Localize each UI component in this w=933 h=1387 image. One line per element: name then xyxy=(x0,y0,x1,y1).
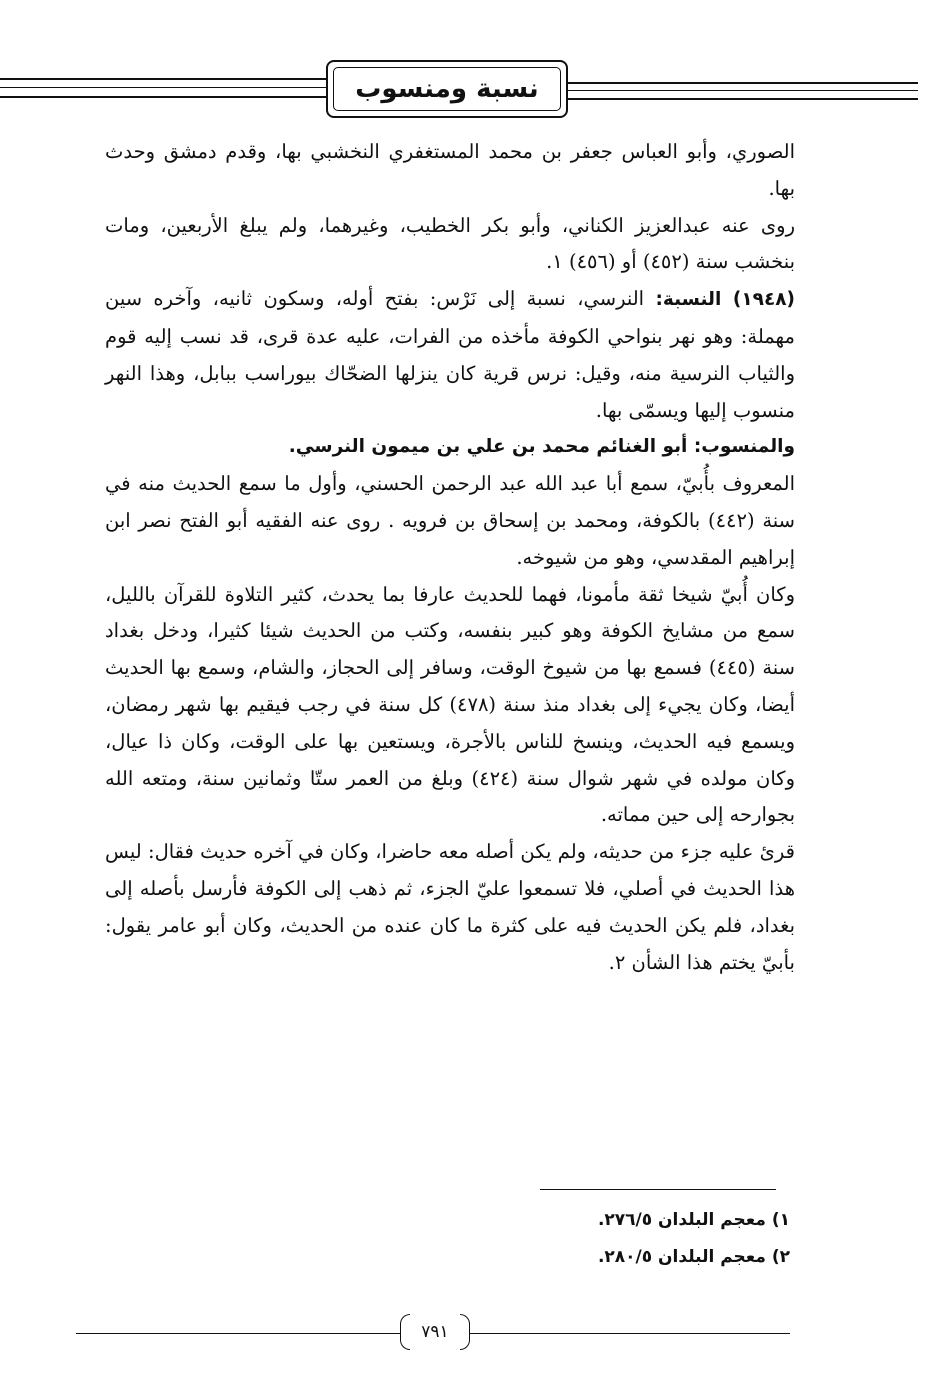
page-number-bracket-left xyxy=(400,1314,410,1350)
page-number: ٧٩١ xyxy=(421,1322,449,1342)
footnotes xyxy=(300,1202,790,1276)
page-title: نسبة ومنسوب xyxy=(355,74,539,104)
page-number-rule-left xyxy=(76,1333,400,1334)
footnote-2: ٢) معجم البلدان ٢٨٠/٥. xyxy=(597,1247,790,1267)
paragraph-7: قرئ عليه جزء من حديثه، ولم يكن أصله معه حاضرا، وكان في آخره حديث فقال: ليس هذا الحديث في أصلي، فلا تسمعوا عليّ الجزء، ثم ذهب إلى الكوفة فأرسل بأصله إلى بغداد، فلم يكن الحديث فيه على كثرة ما كان عنده من الحديث، وكان أبو عامر يقول: بأبيّ يختم هذا الشأن ٢. xyxy=(105,840,795,974)
entry-heading: (١٩٤٨) النسبة: xyxy=(655,289,795,311)
paragraph-6: وكان أُبيّ شيخا ثقة مأمونا، فهما للحديث عارفا بما يحدث، كثير التلاوة للقرآن بالليل، سمع من مشايخ الكوفة وهو كبير بنفسه، وكتب من الحديث شيئا كثيرا، ودخل بغداد سنة (٤٤٥) فسمع بها من شيوخ الوقت، وسافر إلى الحجاز، والشام، وسمع بها الحديث أيضا، وكان يجيء إلى بغداد منذ سنة (٤٧٨) كل سنة في رجب فيقيم بها شهر رمضان، ويسمع فيه الحديث، وينسخ للناس بالأجرة، ويستعين بها على الوقت، وكان ذا عيال، وكان مولده في شهر شوال سنة (٤٢٤) وبلغ من العمر ستّا وثمانين سنة، ومتعه الله بجوارحه إلى حين مماته. xyxy=(105,582,795,827)
page-number-bracket-right xyxy=(460,1314,470,1350)
header-title-inner-frame xyxy=(333,67,561,111)
footnote-1: ١) معجم البلدان ٢٧٦/٥. xyxy=(597,1210,790,1230)
header-rule-right-bottom xyxy=(568,98,918,100)
paragraph-3 xyxy=(105,281,795,429)
paragraph-1: الصوري، وأبو العباس جعفر بن محمد المستغفري النخشبي بها، وقدم دمشق وحدث بها. xyxy=(105,140,795,200)
page-number-rule-right xyxy=(470,1333,790,1334)
paragraph-2: روى عنه عبدالعزيز الكناني، وأبو بكر الخطيب، وغيرهما، ولم يبلغ الأربعين، ومات بنخشب سنة (٤٥٢) أو (٤٥٦) ١. xyxy=(105,213,795,274)
footnote-separator xyxy=(540,1189,776,1190)
header-rule-right-mid xyxy=(568,90,918,91)
header-rule-right-top xyxy=(568,82,918,84)
header-rule-left-bottom xyxy=(0,96,326,98)
paragraph-5: المعروف بأُبيّ، سمع أبا عبد الله عبد الرحمن الحسني، وأول ما سمع الحديث منه في سنة (٤٤٢) بالكوفة، ومحمد بن إسحاق بن فرويه . روى عنه الفقيه أبو الفتح نصر ابن إبراهيم المقدسي، وهو من شيوخه. xyxy=(105,472,796,569)
header-rule-left-top xyxy=(0,78,326,80)
entry-text: النرسي، نسبة إلى نَرْس: بفتح أوله، وسكون ثانيه، وآخره سين مهملة: وهو نهر بنواحي الكوفة مأخذه من الفرات، عليه عدة قرى، قد نسب إليه قوم والثياب النرسية منه، وقيل: نرس قرية كان ينزلها الضحّاك بيوراسب ببابل، وهذا النهر منسوب إليها ويسمّى بها. xyxy=(105,287,795,422)
paragraph-4-mansoub: والمنسوب: أبو الغنائم محمد بن علي بن ميمون النرسي. xyxy=(288,436,795,458)
body-text xyxy=(105,134,795,981)
header-rule-left-mid xyxy=(0,87,326,88)
header-title-frame xyxy=(326,60,568,118)
